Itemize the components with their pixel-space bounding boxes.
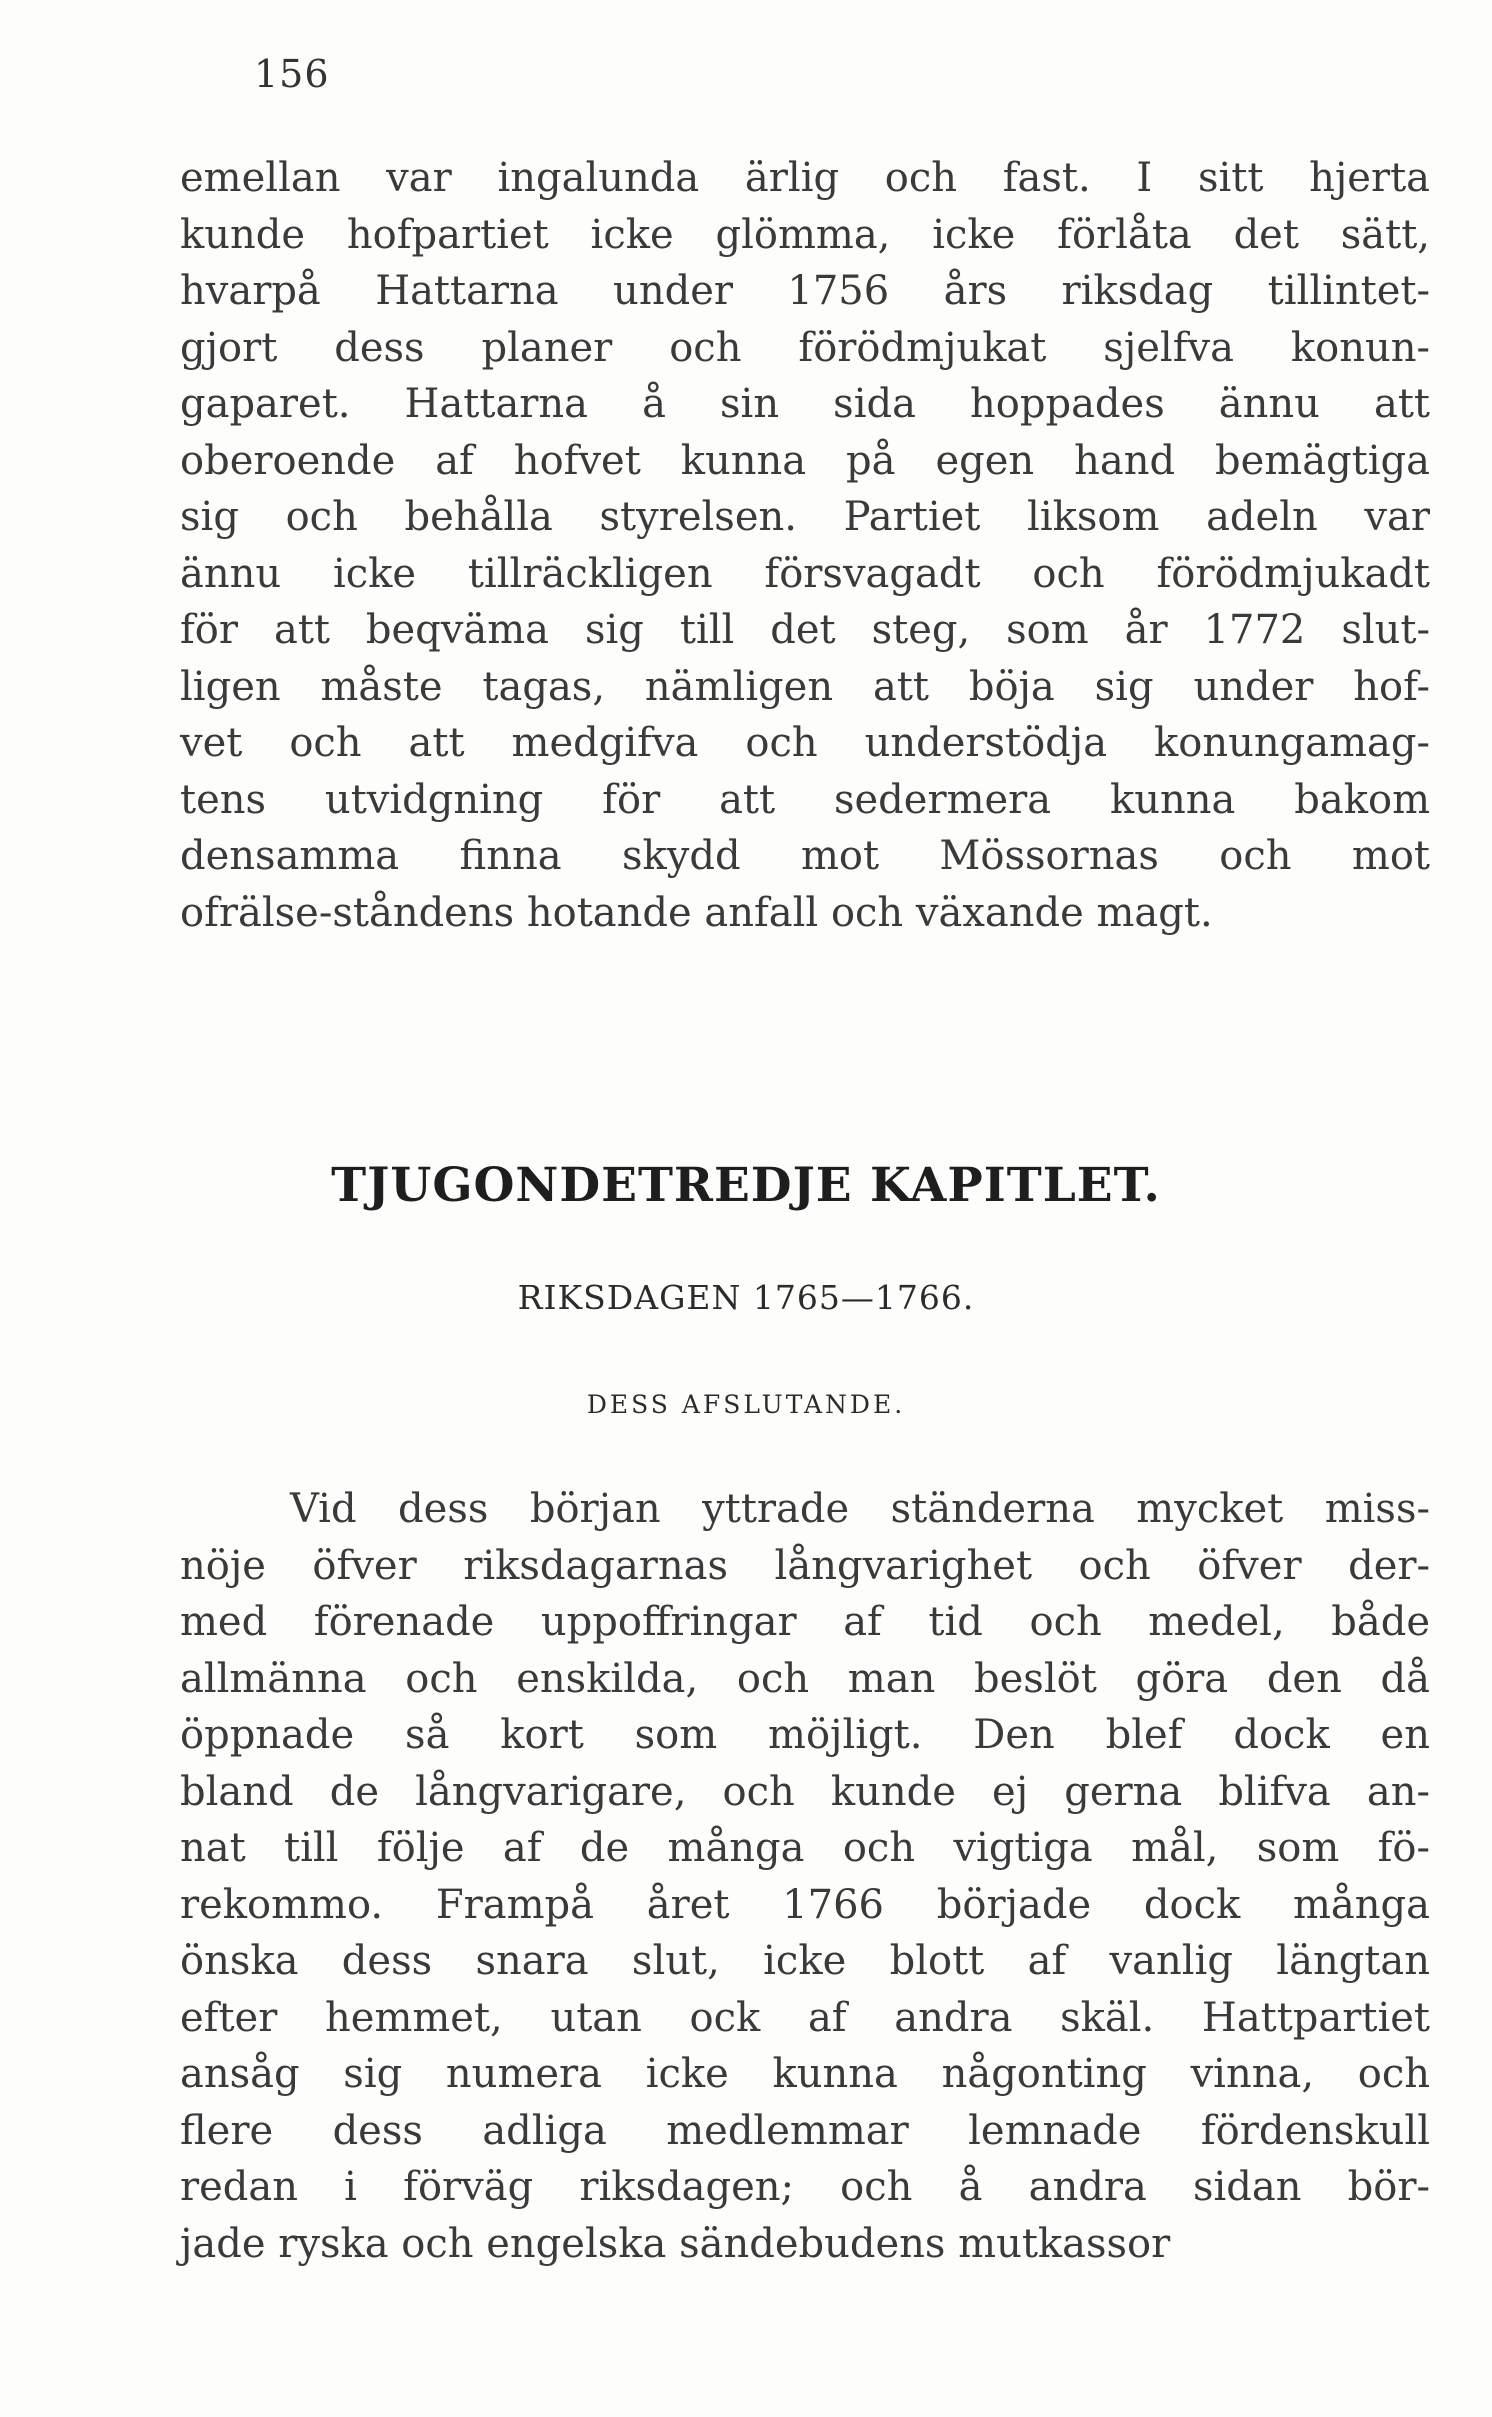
text-line: densamma finna skydd mot Mössornas och mot <box>180 833 1430 879</box>
text-line: önska dess snara slut, icke blott af vanlig längtan <box>180 1938 1430 1984</box>
page-number: 156 <box>254 52 330 96</box>
text-line: ansåg sig numera icke kunna någonting vinna, och <box>180 2051 1430 2097</box>
text-line: ännu icke tillräckligen försvagadt och förödmjukadt <box>180 550 1430 597</box>
text-line: redan i förväg riksdagen; och å andra sidan bör- <box>180 2164 1430 2210</box>
text-line: vet och att medgifva och understödja konungamag- <box>180 720 1430 766</box>
text-line: jade ryska och engelska sändebudens mutkassor <box>180 2220 1171 2267</box>
text-line: emellan var ingalunda ärlig och fast. I sitt hjerta <box>180 155 1430 201</box>
text-line: ligen måste tagas, nämligen att böja sig under hof- <box>180 663 1430 710</box>
text-line: bland de långvarigare, och kunde ej gerna blifva an- <box>180 1768 1430 1815</box>
paragraph-2 <box>180 1481 1430 2272</box>
text-line: nöje öfver riksdagarnas långvarighet och öfver der- <box>180 1542 1430 1589</box>
text-line: nat till följe af de många och vigtiga mål, som fö- <box>180 1825 1430 1871</box>
text-line: sig och behålla styrelsen. Partiet liksom adeln var <box>180 494 1430 540</box>
chapter-subtitle: RIKSDAGEN 1765—1766. <box>517 1278 975 1317</box>
text-line: gaparet. Hattarna å sin sida hoppades ännu att <box>180 381 1430 427</box>
text-line: med förenade uppoffringar af tid och medel, både <box>180 1599 1430 1645</box>
text-line: hvarpå Hattarna under 1756 års riksdag tillintet- <box>180 268 1430 314</box>
text-line: tens utvidgning för att sedermera kunna bakom <box>180 776 1430 823</box>
text-line: oberoende af hofvet kunna på egen hand bemägtiga <box>180 437 1430 484</box>
text-line: allmänna och enskilda, och man beslöt göra den då <box>180 1655 1430 1702</box>
text-line: Vid dess början yttrade ständerna mycket miss- <box>290 1486 1430 1532</box>
text-line: öppnade så kort som möjligt. Den blef dock en <box>180 1712 1430 1758</box>
text-line: rekommo. Frampå året 1766 började dock många <box>180 1881 1430 1928</box>
text-line: efter hemmet, utan ock af andra skäl. Hattpartiet <box>180 1994 1430 2041</box>
chapter-title: TJUGONDETREDJE KAPITLET. <box>331 1158 1161 1213</box>
text-line: gjort dess planer och förödmjukat sjelfva konun- <box>180 324 1430 371</box>
chapter-subtitle-secondary: DESS AFSLUTANDE. <box>586 1390 906 1419</box>
text-line: ofrälse-ståndens hotande anfall och växande magt. <box>180 889 1213 936</box>
text-line: kunde hofpartiet icke glömma, icke förlåta det sätt, <box>180 211 1430 258</box>
paragraph-1 <box>180 150 1430 941</box>
text-line: för att beqväma sig till det steg, som år 1772 slut- <box>180 607 1430 653</box>
text-line: flere dess adliga medlemmar lemnade fördenskull <box>180 2107 1430 2154</box>
